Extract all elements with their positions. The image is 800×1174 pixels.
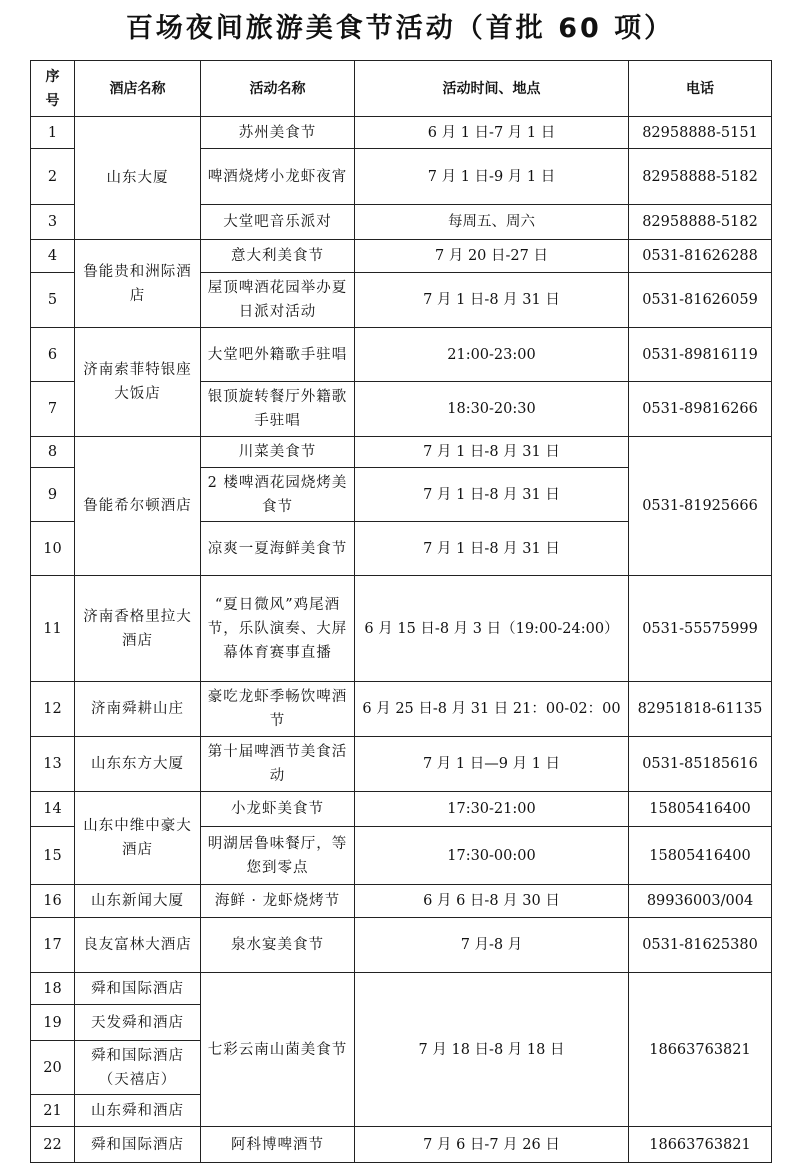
row-number: 16 xyxy=(31,885,75,918)
activity-name: 明湖居鲁味餐厅，等您到零点 xyxy=(201,827,355,885)
activity-name: 川菜美食节 xyxy=(201,437,355,468)
row-number: 6 xyxy=(31,328,75,382)
activity-name: 海鲜 · 龙虾烧烤节 xyxy=(201,885,355,918)
table-row xyxy=(31,792,772,827)
row-number: 13 xyxy=(31,737,75,792)
hotel-name: 舜和国际酒店 xyxy=(75,973,201,1005)
phone-number: 82958888-5151 xyxy=(629,117,772,149)
activity-name: 凉爽一夏海鲜美食节 xyxy=(201,522,355,576)
activity-table xyxy=(30,60,772,1163)
row-number: 18 xyxy=(31,973,75,1005)
header-hotel: 酒店名称 xyxy=(75,61,201,117)
row-number: 15 xyxy=(31,827,75,885)
hotel-name: 山东中维中豪大酒店 xyxy=(75,792,201,885)
hotel-name: 山东东方大厦 xyxy=(75,737,201,792)
row-number: 3 xyxy=(31,205,75,240)
table-row xyxy=(31,1127,772,1163)
activity-time: 7 月 1 日-8 月 31 日 xyxy=(355,437,629,468)
activity-time: 21:00-23:00 xyxy=(355,328,629,382)
activity-name: 大堂吧音乐派对 xyxy=(201,205,355,240)
activity-time: 17:30-21:00 xyxy=(355,792,629,827)
phone-number: 82951818-61135 xyxy=(629,682,772,737)
activity-name: 意大利美食节 xyxy=(201,240,355,273)
activity-name: 小龙虾美食节 xyxy=(201,792,355,827)
activity-name: 银顶旋转餐厅外籍歌手驻唱 xyxy=(201,382,355,437)
activity-time: 每周五、周六 xyxy=(355,205,629,240)
table-row xyxy=(31,576,772,682)
phone-number: 0531-55575999 xyxy=(629,576,772,682)
activity-time: 6 月 6 日-8 月 30 日 xyxy=(355,885,629,918)
table-row xyxy=(31,973,772,1005)
activity-time: 7 月 18 日-8 月 18 日 xyxy=(355,973,629,1127)
hotel-name: 山东舜和酒店 xyxy=(75,1095,201,1127)
phone-number: 0531-89816266 xyxy=(629,382,772,437)
header-row xyxy=(31,61,772,117)
phone-number: 0531-85185616 xyxy=(629,737,772,792)
activity-name: “夏日微风”鸡尾酒节，乐队演奏、大屏幕体育赛事直播 xyxy=(201,576,355,682)
activity-time: 18:30-20:30 xyxy=(355,382,629,437)
header-time-place: 活动时间、地点 xyxy=(355,61,629,117)
hotel-name: 天发舜和酒店 xyxy=(75,1005,201,1041)
phone-number: 0531-81925666 xyxy=(629,437,772,576)
phone-number: 0531-89816119 xyxy=(629,328,772,382)
hotel-name: 舜和国际酒店（天禧店） xyxy=(75,1041,201,1095)
activity-name: 2 楼啤酒花园烧烤美食节 xyxy=(201,468,355,522)
table-row xyxy=(31,328,772,382)
activity-name: 大堂吧外籍歌手驻唱 xyxy=(201,328,355,382)
phone-number: 18663763821 xyxy=(629,1127,772,1163)
header-phone: 电话 xyxy=(629,61,772,117)
header-no: 序 号 xyxy=(31,61,75,117)
activity-time: 6 月 15 日-8 月 3 日（19:00-24:00） xyxy=(355,576,629,682)
table-row xyxy=(31,682,772,737)
activity-time: 7 月 1 日-8 月 31 日 xyxy=(355,273,629,328)
hotel-name: 鲁能希尔顿酒店 xyxy=(75,437,201,576)
hotel-name: 舜和国际酒店 xyxy=(75,1127,201,1163)
table-row xyxy=(31,437,772,468)
row-number: 10 xyxy=(31,522,75,576)
row-number: 21 xyxy=(31,1095,75,1127)
table-row xyxy=(31,737,772,792)
hotel-name: 山东新闻大厦 xyxy=(75,885,201,918)
activity-time: 7 月 1 日-8 月 31 日 xyxy=(355,468,629,522)
row-number: 12 xyxy=(31,682,75,737)
header-activity: 活动名称 xyxy=(201,61,355,117)
row-number: 4 xyxy=(31,240,75,273)
phone-number: 18663763821 xyxy=(629,973,772,1127)
row-number: 9 xyxy=(31,468,75,522)
activity-time: 7 月 20 日-27 日 xyxy=(355,240,629,273)
phone-number: 0531-81625380 xyxy=(629,918,772,973)
activity-time: 17:30-00:00 xyxy=(355,827,629,885)
phone-number: 82958888-5182 xyxy=(629,205,772,240)
activity-name: 第十届啤酒节美食活动 xyxy=(201,737,355,792)
page-title: 百场夜间旅游美食节活动（首批 60 项） xyxy=(125,13,675,44)
row-number: 2 xyxy=(31,149,75,205)
table-row xyxy=(31,885,772,918)
row-number: 14 xyxy=(31,792,75,827)
row-number: 1 xyxy=(31,117,75,149)
table-row xyxy=(31,117,772,149)
table-row xyxy=(31,240,772,273)
phone-number: 0531-81626288 xyxy=(629,240,772,273)
hotel-name: 济南索菲特银座大饭店 xyxy=(75,328,201,437)
activity-time: 6 月 25 日-8 月 31 日 21：00-02：00 xyxy=(355,682,629,737)
activity-name: 七彩云南山菌美食节 xyxy=(201,973,355,1127)
activity-time: 7 月 1 日-9 月 1 日 xyxy=(355,149,629,205)
row-number: 22 xyxy=(31,1127,75,1163)
row-number: 5 xyxy=(31,273,75,328)
activity-name: 阿科博啤酒节 xyxy=(201,1127,355,1163)
hotel-name: 鲁能贵和洲际酒店 xyxy=(75,240,201,328)
phone-number: 82958888-5182 xyxy=(629,149,772,205)
hotel-name: 山东大厦 xyxy=(75,117,201,240)
activity-name: 苏州美食节 xyxy=(201,117,355,149)
row-number: 20 xyxy=(31,1041,75,1095)
table-row xyxy=(31,918,772,973)
activity-name: 啤酒烧烤小龙虾夜宵 xyxy=(201,149,355,205)
activity-name: 屋顶啤酒花园举办夏日派对活动 xyxy=(201,273,355,328)
phone-number: 0531-81626059 xyxy=(629,273,772,328)
activity-time: 7 月 1 日-8 月 31 日 xyxy=(355,522,629,576)
hotel-name: 济南舜耕山庄 xyxy=(75,682,201,737)
row-number: 7 xyxy=(31,382,75,437)
activity-time: 7 月-8 月 xyxy=(355,918,629,973)
row-number: 8 xyxy=(31,437,75,468)
activity-name: 泉水宴美食节 xyxy=(201,918,355,973)
activity-time: 7 月 1 日—9 月 1 日 xyxy=(355,737,629,792)
hotel-name: 良友富林大酒店 xyxy=(75,918,201,973)
activity-time: 6 月 1 日-7 月 1 日 xyxy=(355,117,629,149)
activity-name: 豪吃龙虾季畅饮啤酒节 xyxy=(201,682,355,737)
row-number: 19 xyxy=(31,1005,75,1041)
phone-number: 89936003/004 xyxy=(629,885,772,918)
phone-number: 15805416400 xyxy=(629,792,772,827)
hotel-name: 济南香格里拉大酒店 xyxy=(75,576,201,682)
phone-number: 15805416400 xyxy=(629,827,772,885)
activity-time: 7 月 6 日-7 月 26 日 xyxy=(355,1127,629,1163)
row-number: 11 xyxy=(31,576,75,682)
row-number: 17 xyxy=(31,918,75,973)
